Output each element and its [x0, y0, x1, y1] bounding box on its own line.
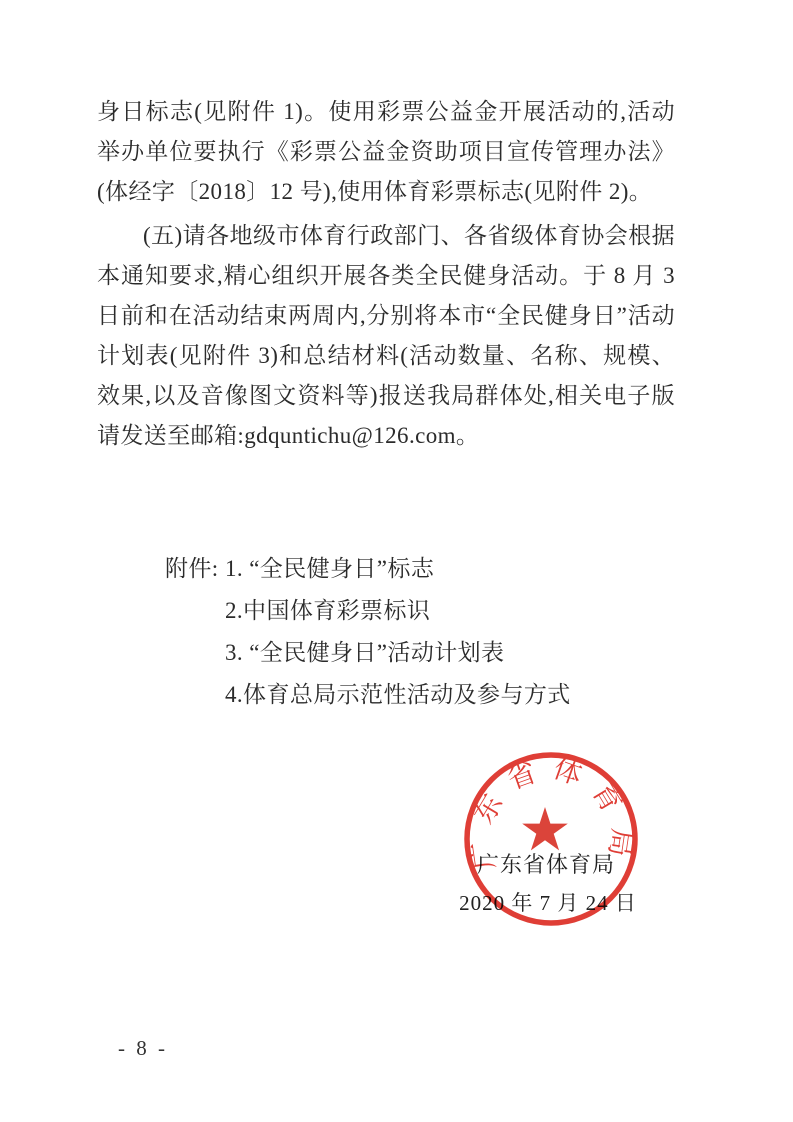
attachment-item-4: 4.体育总局示范性活动及参与方式	[225, 682, 571, 707]
attachment-row	[165, 548, 571, 590]
attachment-item-1: 1. “全民健身日”标志	[225, 556, 435, 581]
attachment-row	[165, 632, 571, 674]
attachment-indent	[165, 632, 225, 674]
attachments-list	[165, 548, 571, 716]
attachment-item-3: 3. “全民健身日”活动计划表	[225, 640, 505, 665]
attachment-indent	[165, 674, 225, 716]
attachments-label: 附件:	[165, 556, 219, 581]
seal-star-icon	[522, 807, 568, 850]
page-number: - 8 -	[118, 1036, 168, 1060]
signature-org: 广东省体育局	[476, 852, 615, 877]
attachment-item-2: 2.中国体育彩票标识	[225, 598, 431, 623]
seal-arc-text: 广东省体育局	[464, 753, 638, 872]
attachment-indent	[165, 590, 225, 632]
paragraph-item-five: (五)请各地级市体育行政部门、各省级体育协会根据本通知要求,精心组织开展各类全民健身活动。于 8 月 3 日前和在活动结束两周内,分别将本市“全民健身日”活动计划表(见附件 3)和总结材料(活动数量、名称、规模、效果,以及音像图文资料等)报送我局群体处,相关电子版请发送至邮箱:gdquntichu@126.com。	[97, 223, 675, 448]
attachment-row	[165, 590, 571, 632]
paragraph-lottery-logo: 身日标志(见附件 1)。使用彩票公益金开展活动的,活动举办单位要执行《彩票公益金资助项目宣传管理办法》(体经字〔2018〕12 号),使用体育彩票标志(见附件 2)。	[97, 99, 675, 204]
official-seal	[459, 747, 643, 931]
body-text	[97, 92, 675, 456]
signature-date: 2020 年 7 月 24 日	[459, 891, 637, 915]
attachment-row	[165, 674, 571, 716]
